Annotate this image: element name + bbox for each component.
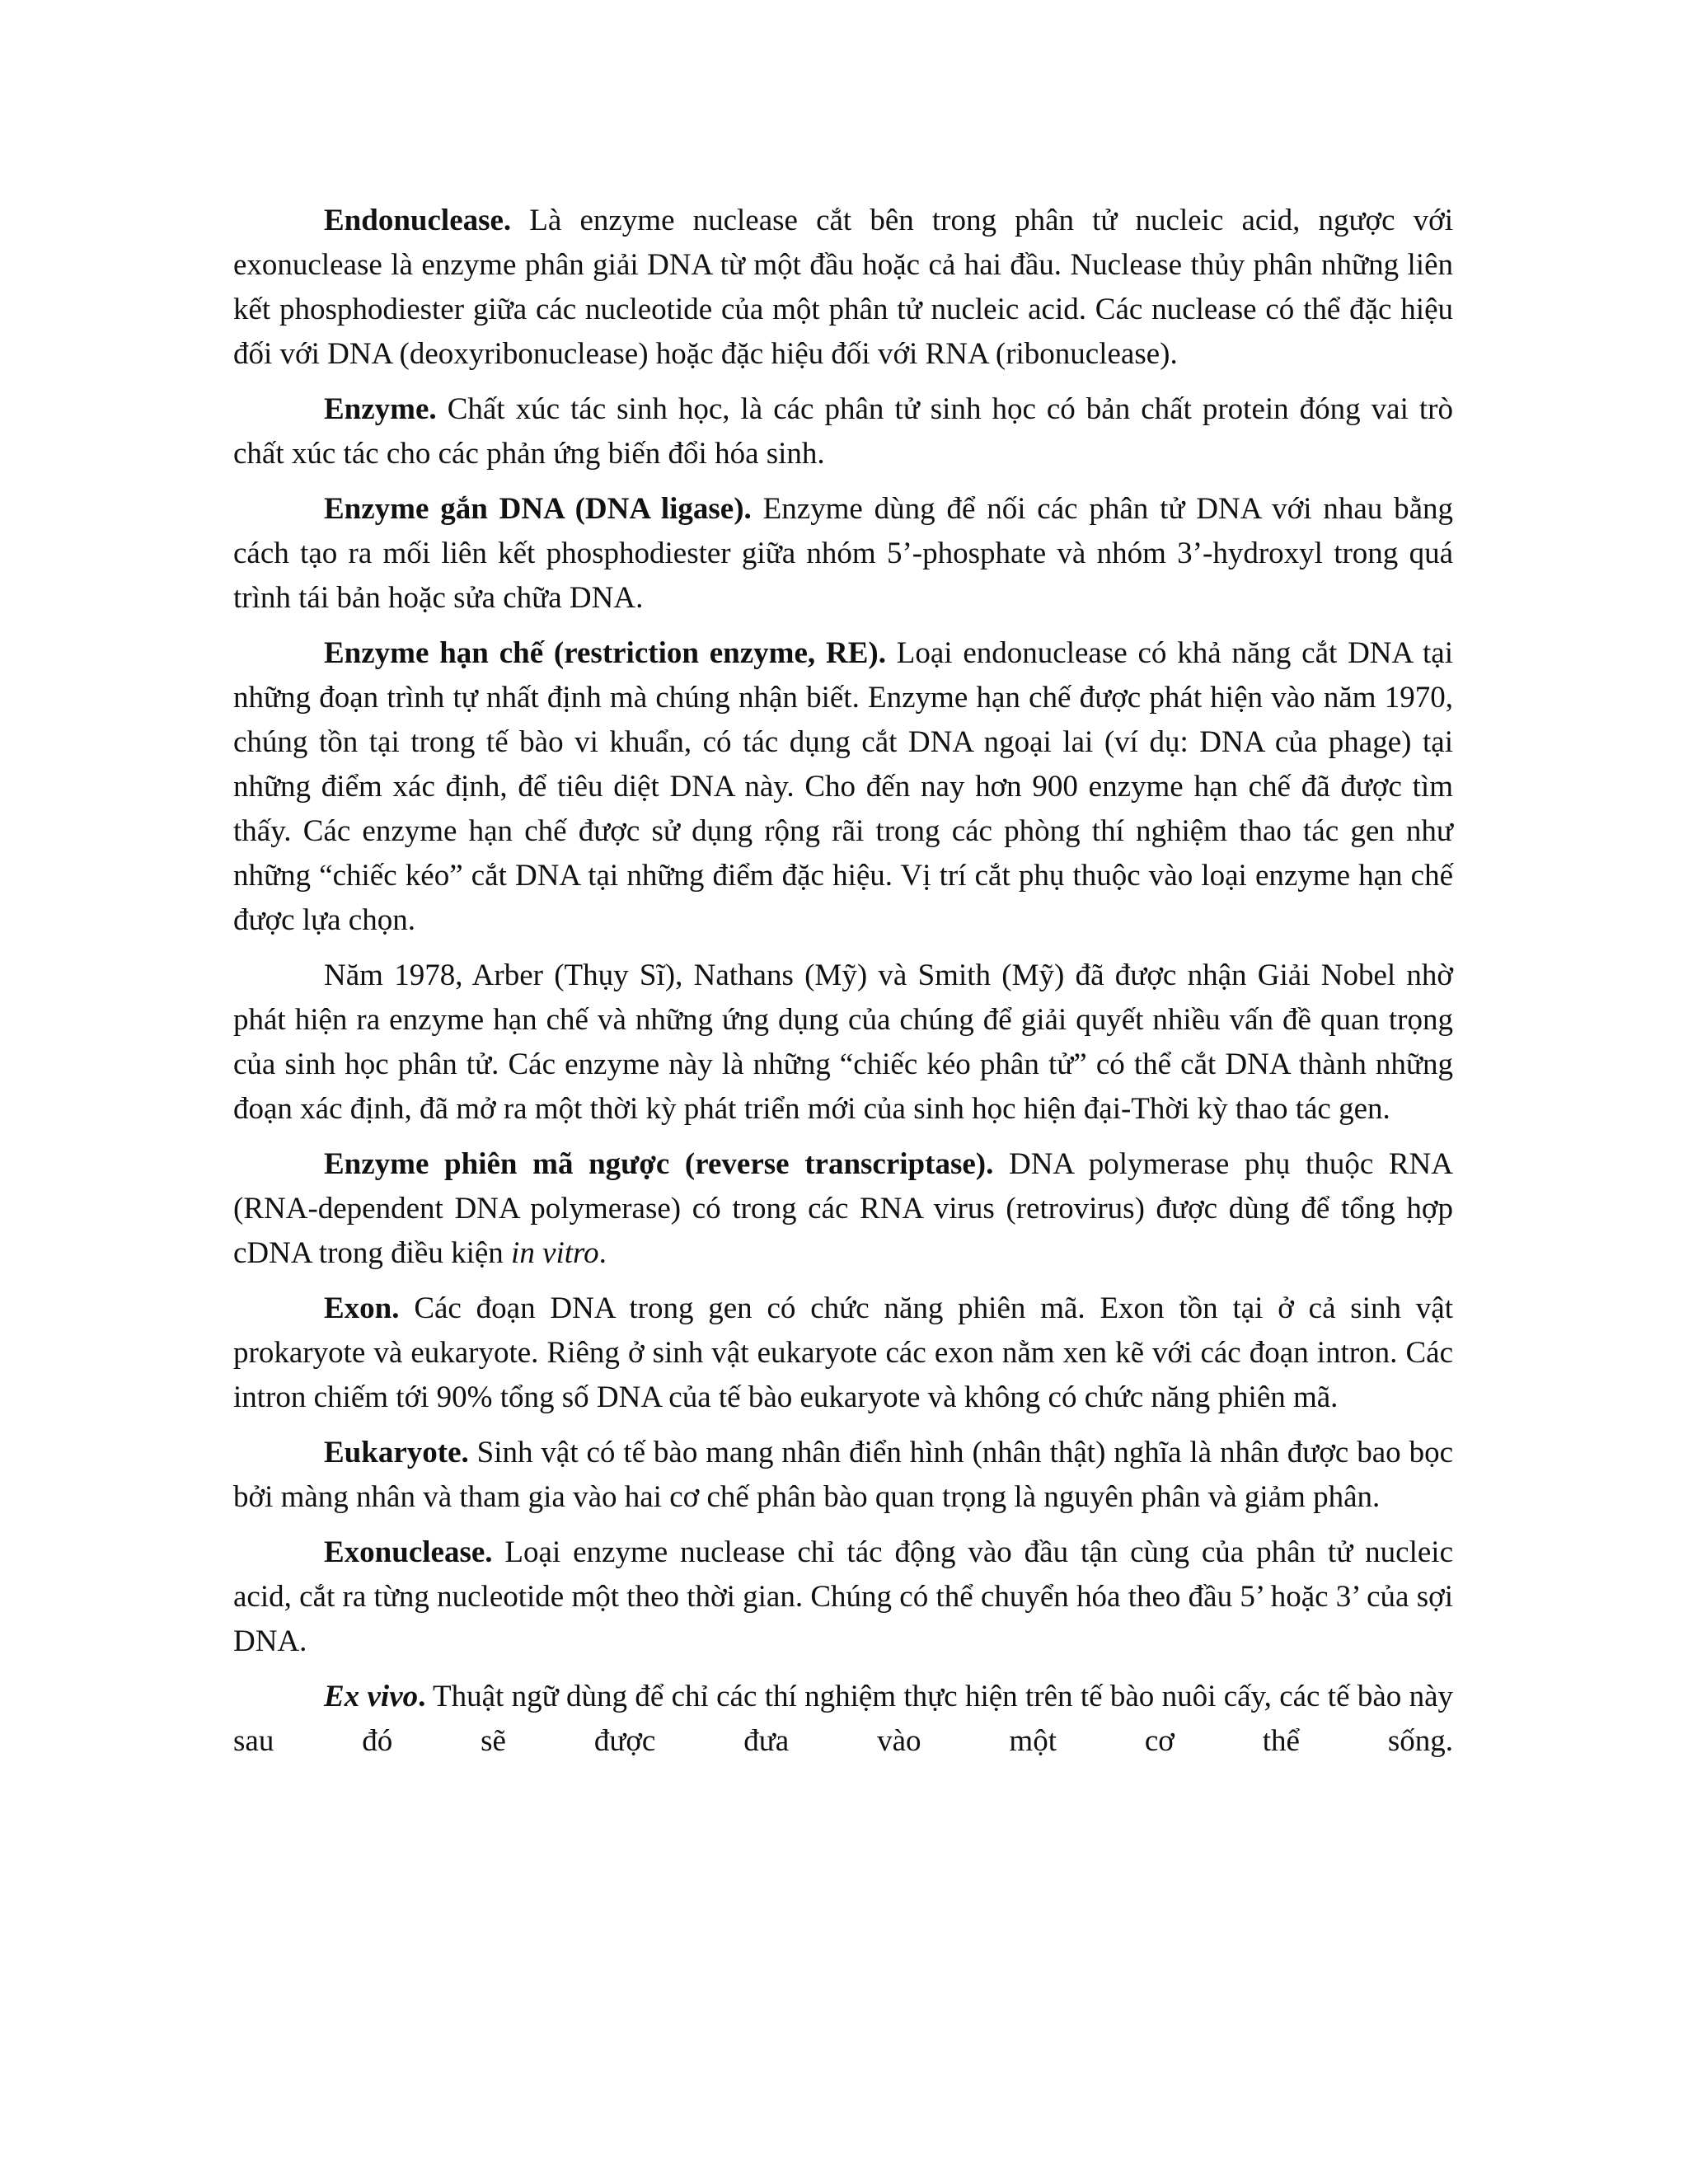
glossary-body [233,199,1453,1774]
term-heading: Eukaryote. [324,1436,469,1469]
definition-text: Sinh vật có tế bào mang nhân điển hình (nhân thật) nghĩa là nhân được bao bọc bởi màng nhân và tham gia vào hai cơ chế phân bào quan trọng là nguyên phân và giảm phân. [233,1436,1453,1514]
italic-phrase: in vitro [511,1236,599,1270]
term-heading: Enzyme. [324,392,437,426]
entry-restriction-enzyme [233,631,1453,943]
term-heading: Enzyme gắn DNA (DNA ligase). [324,492,752,526]
definition-text: DNA polymerase phụ thuộc RNA (RNA-dependent DNA polymerase) có trong các RNA virus (retrovirus) được dùng để tổng hợp cDNA trong điều kiện [233,1147,1453,1270]
entry-endonuclease [233,199,1453,377]
term-heading: Exonuclease. [324,1535,493,1569]
definition-text: Enzyme dùng để nối các phân tử DNA với nhau bằng cách tạo ra mối liên kết phosphodiester giữa nhóm 5’-phosphate và nhóm 3’-hydroxyl trong quá trình tái bản hoặc sửa chữa DNA. [233,492,1454,615]
entry-ex-vivo [233,1675,1453,1764]
definition-text: Chất xúc tác sinh học, là các phân tử sinh học có bản chất protein đóng vai trò chất xúc tác cho các phản ứng biến đổi hóa sinh. [233,392,1453,471]
entry-dna-ligase [233,487,1453,621]
term-heading: Enzyme phiên mã ngược (reverse transcriptase). [324,1147,994,1181]
entry-exon [233,1286,1453,1420]
term-heading: Endonuclease. [324,204,512,237]
definition-text: Thuật ngữ dùng để chỉ các thí nghiệm thực hiện trên tế bào nuôi cấy, các tế bào này sau đó sẽ được đưa vào một cơ thể sống. [233,1680,1453,1758]
term-heading: . [418,1680,426,1713]
definition-text: Là enzyme nuclease cắt bên trong phân tử nucleic acid, ngược với exonuclease là enzyme phân giải DNA từ một đầu hoặc cả hai đầu. Nuclease thủy phân những liên kết phosphodiester giữa các nucleotide của một phân tử nucleic acid. Các nuclease có thể đặc hiệu đối với DNA (deoxyribonuclease) hoặc đặc hiệu đối với RNA (ribonuclease). [233,204,1453,371]
entry-exonuclease [233,1530,1453,1664]
definition-text: Năm 1978, Arber (Thụy Sĩ), Nathans (Mỹ) và Smith (Mỹ) đã được nhận Giải Nobel nhờ phát hiện ra enzyme hạn chế và những ứng dụng của chúng để giải quyết nhiều vấn đề quan trọng của sinh học phân tử. Các enzyme này là những “chiếc kéo phân tử” có thể cắt DNA thành những đoạn xác định, đã mở ra một thời kỳ phát triển mới của sinh học hiện đại-Thời kỳ thao tác gen. [233,958,1453,1126]
definition-end: . [598,1236,607,1270]
entry-eukaryote [233,1431,1453,1520]
term-heading-italic: Ex vivo [324,1680,419,1713]
entry-reverse-transcriptase [233,1142,1453,1276]
definition-text: Loại enzyme nuclease chỉ tác động vào đầu tận cùng của phân tử nucleic acid, cắt ra từng nucleotide một theo thời gian. Chúng có thể chuyển hóa theo đầu 5’ hoặc 3’ của sợi DNA. [233,1535,1453,1658]
definition-text: Loại endonuclease có khả năng cắt DNA tại những đoạn trình tự nhất định mà chúng nhận biết. Enzyme hạn chế được phát hiện vào năm 1970, chúng tồn tại trong tế bào vi khuẩn, có tác dụng cắt DNA ngoại lai (ví dụ: DNA của phage) tại những điểm xác định, để tiêu diệt DNA này. Cho đến nay hơn 900 enzyme hạn chế đã được tìm thấy. Các enzyme hạn chế được sử dụng rộng rãi trong các phòng thí nghiệm thao tác gen như những “chiếc kéo” cắt DNA tại những điểm đặc hiệu. Vị trí cắt phụ thuộc vào loại enzyme hạn chế được lựa chọn. [233,636,1453,937]
term-heading: Enzyme hạn chế (restriction enzyme, RE). [324,636,886,670]
definition-text: Các đoạn DNA trong gen có chức năng phiên mã. Exon tồn tại ở cả sinh vật prokaryote và eukaryote. Riêng ở sinh vật eukaryote các exon nằm xen kẽ với các đoạn intron. Các intron chiếm tới 90% tổng số DNA của tế bào eukaryote và không có chức năng phiên mã. [233,1291,1453,1414]
term-heading: Exon. [324,1291,400,1325]
entry-enzyme [233,387,1453,476]
entry-nobel-note [233,954,1453,1132]
